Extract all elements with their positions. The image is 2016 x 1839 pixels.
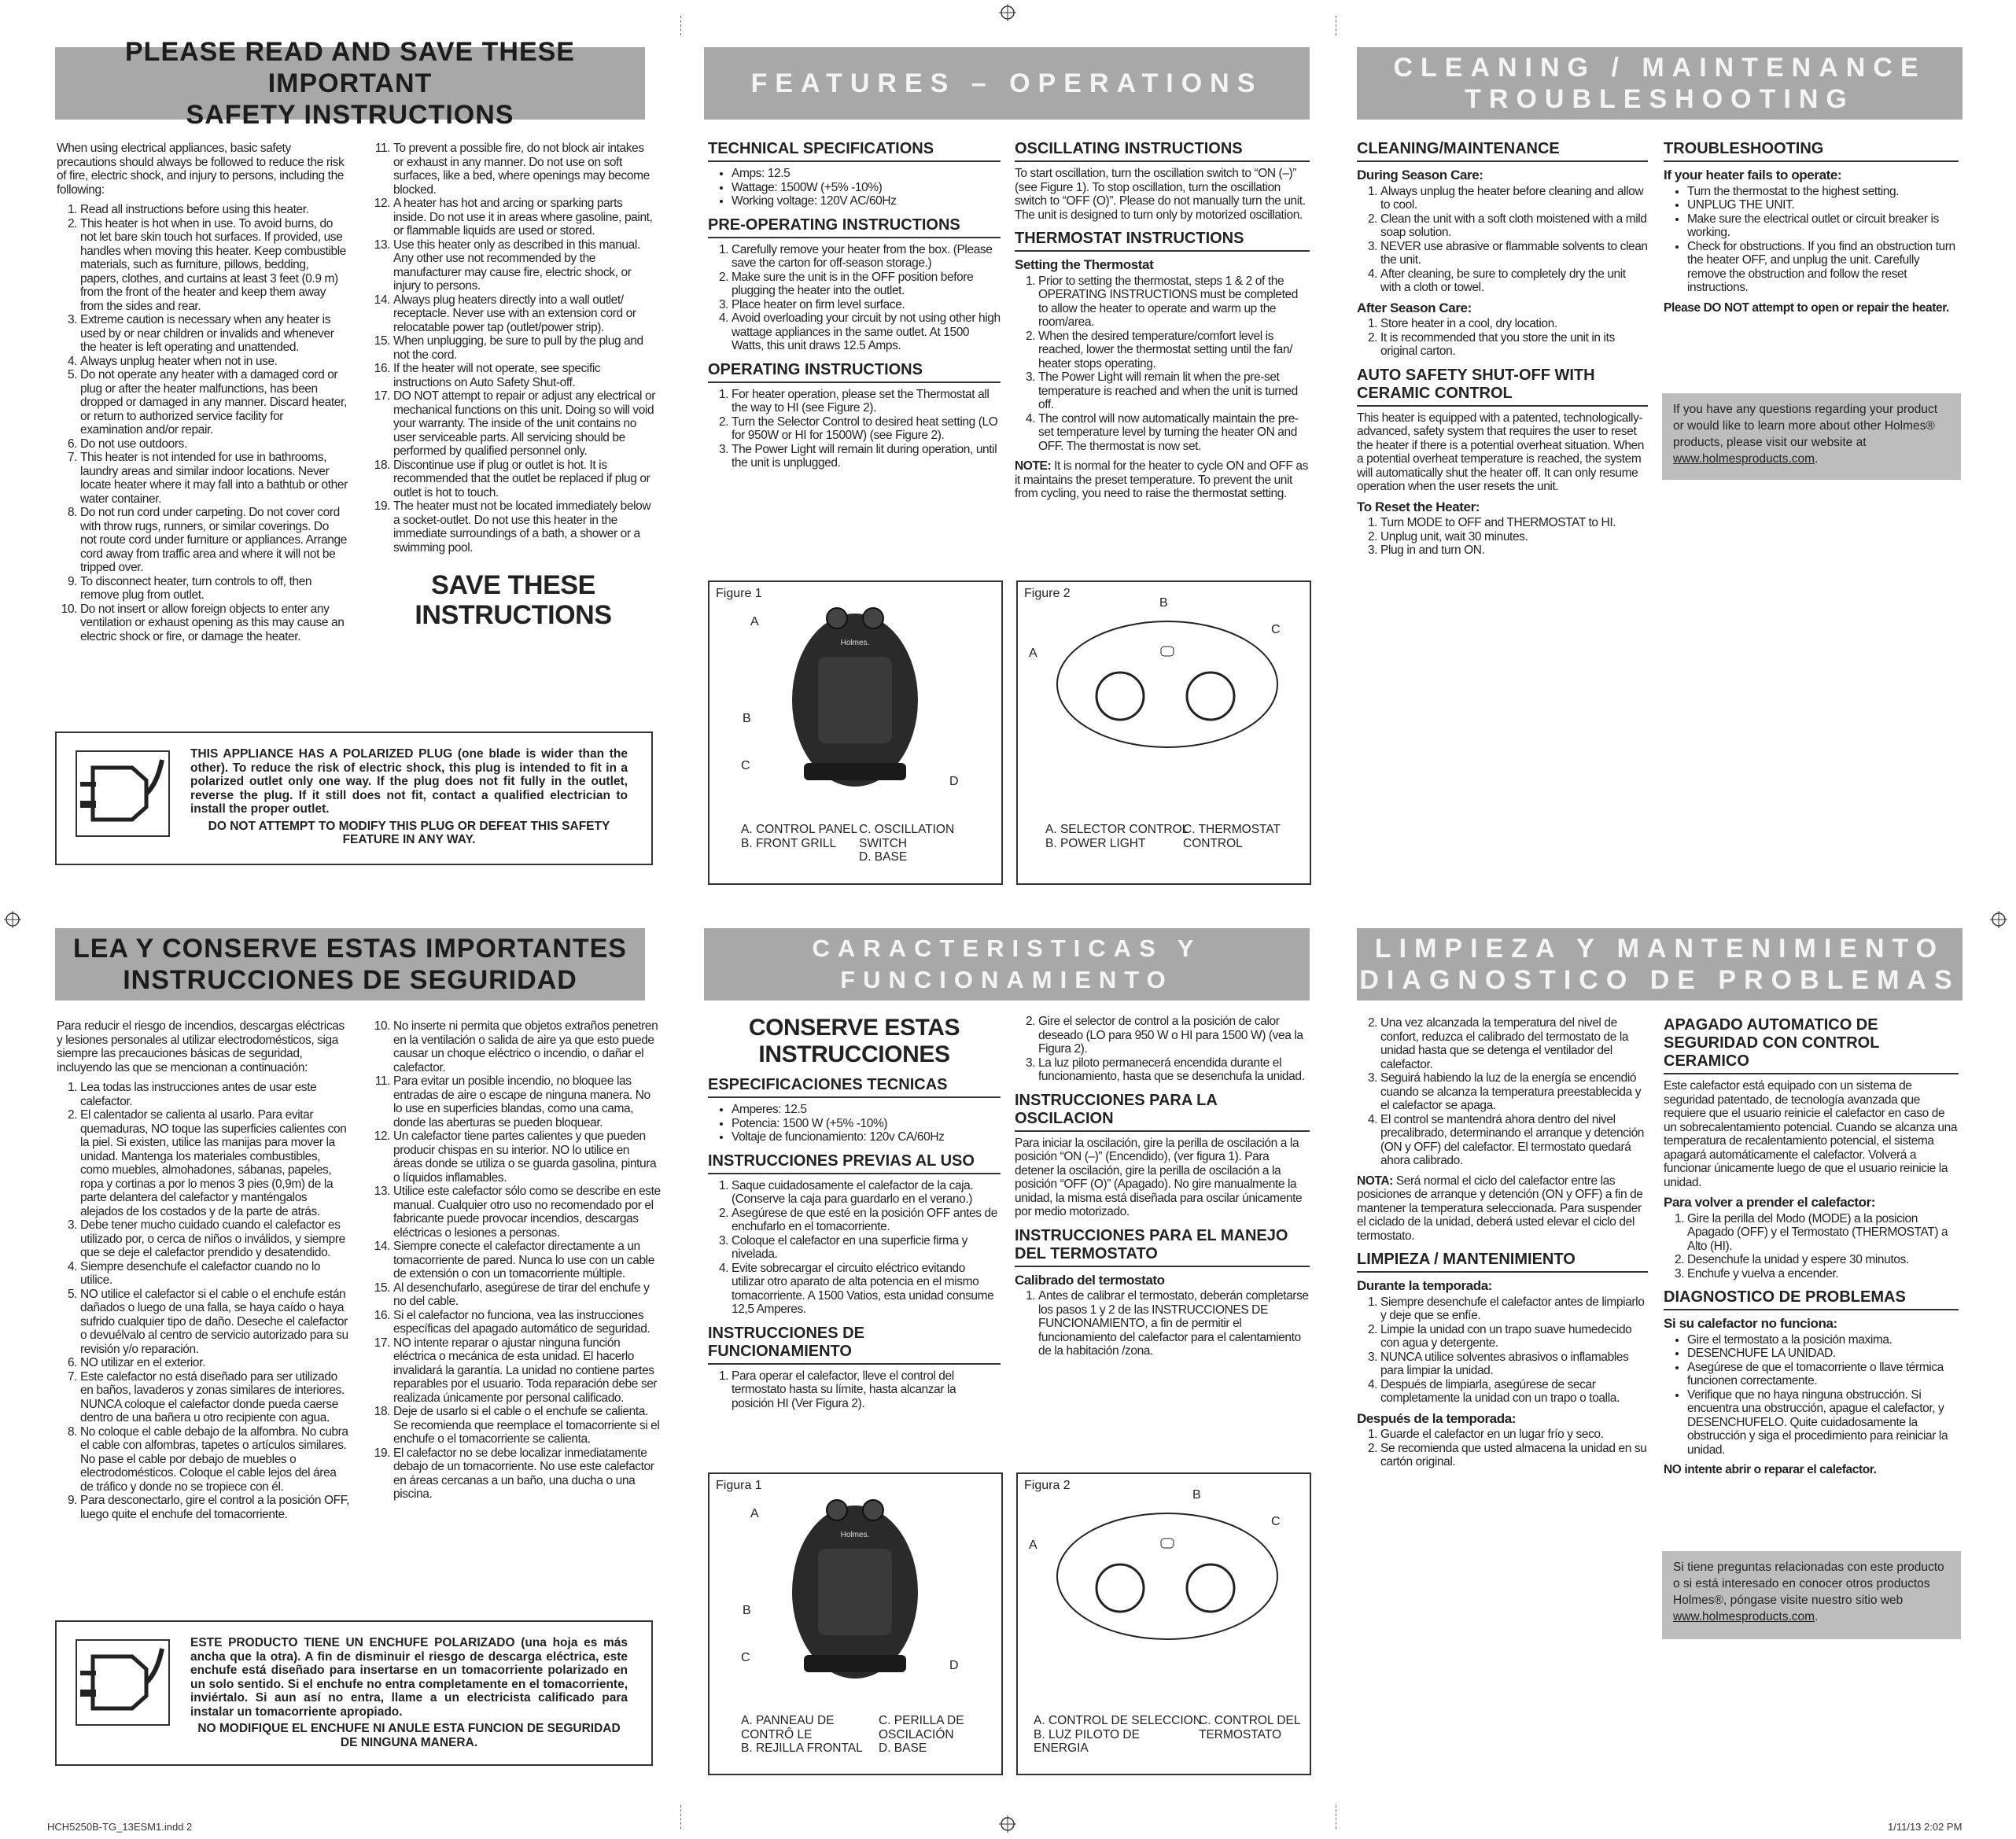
label-b: B: [1159, 596, 1168, 610]
en-pre-list: [708, 243, 1001, 353]
en-safety-intro: When using electrical appliances, basic safety precautions should always be followed to reduce the risk of fire, electric shock, and injury to persons, including the following:: [57, 142, 345, 197]
en-osc-heading: OSCILLATING INSTRUCTIONS: [1015, 140, 1310, 162]
list-item: 10. Do not insert or allow foreign objects to enter any ventilation or exhaust opening as this may cause an electric shock or fire, or damage the heater.: [80, 603, 348, 644]
en-thermo-subheading: Setting the Thermostat: [1015, 257, 1154, 272]
label-a: A: [750, 1507, 759, 1520]
footer-filename: HCH5250B-TG_13ESM1.indd 2: [47, 1821, 193, 1833]
en-figure-1: [708, 580, 1003, 885]
en-features-col-a: [708, 140, 1001, 477]
registration-mark-icon: [999, 4, 1016, 21]
es-reset-list: [1664, 1212, 1959, 1281]
en-op-heading: OPERATING INSTRUCTIONS: [708, 361, 1001, 383]
list-item: 3. The Power Light will remain lit when the pre-set temperature is reached and when the unit is turned off.: [1038, 370, 1310, 412]
en-fig2-legend-1: A. SELECTOR CONTROL B. POWER LIGHT: [1045, 823, 1189, 850]
es-pre-list: [708, 1179, 1001, 1317]
label-b: B: [743, 1604, 751, 1617]
figure-label: Figure 2: [1024, 587, 1071, 600]
en-safety-col-a: [57, 142, 348, 650]
label-c: C: [741, 1651, 750, 1664]
en-pre-heading: PRE-OPERATING INSTRUCTIONS: [708, 216, 1001, 238]
list-item: 1. Lea todas las instrucciones antes de usar este calefactor.: [80, 1081, 352, 1108]
list-item: 16. Si el calefactor no funciona, vea las instrucciones específicas del apagado automático de seguridad.: [393, 1309, 661, 1336]
list-item: • Working voltage: 120V AC/60Hz: [732, 194, 1001, 208]
label-c: C: [741, 759, 750, 772]
label-d: D: [949, 775, 959, 788]
list-item: 7. This heater is not intended for use in bathrooms, laundry areas and similar indoor locations. Never locate heater where it may fall into a bathtub or other water container.: [80, 451, 348, 506]
en-features-title: FEATURES – OPERATIONS: [704, 47, 1310, 120]
list-item: 4. Después de limpiarla, asegúrese de secar completamente la unidad con un trapo o toalla.: [1380, 1378, 1648, 1406]
en-fig1-legend-1: A. CONTROL PANEL B. FRONT GRILL: [741, 823, 858, 850]
label-b: B: [743, 712, 751, 725]
list-item: 16. If the heater will not operate, see specific instructions on Auto Safety Shut-off.: [393, 362, 657, 389]
list-item: 3. Debe tener mucho cuidado cuando el calefactor es utilizado por, o cerca de niños o inválidos, y siempre que se deje el calefactor prendido y desatendido.: [80, 1218, 352, 1260]
list-item: 3. Plug in and turn ON.: [1380, 544, 1648, 558]
control-panel-illustration: [1049, 1505, 1285, 1655]
list-item: 6. Do not use outdoors.: [80, 437, 348, 451]
label-a: A: [1029, 1539, 1037, 1552]
list-item: 2. It is recommended that you store the unit in its original carton.: [1380, 331, 1648, 359]
list-item: 12. Un calefactor tiene partes calientes y que pueden producir chispas en su interior. NO lo utilice en áreas donde se utiliza o se guarda gasolina, pintura o líquidos inflamables.: [393, 1130, 661, 1185]
es-safety-col-b: [370, 1019, 661, 1508]
list-item: 7. Este calefactor no está diseñado para ser utilizado en baños, lavaderos y zonas similares de interiores. NUNCA coloque el calefactor donde pueda caerse dentro de una bañera u otro recipiente con agua.: [80, 1370, 352, 1425]
label-a: A: [1029, 647, 1037, 660]
website-link[interactable]: www.holmesproducts.com: [1673, 1610, 1815, 1623]
es-fig1-legend-1: A. PANNEAU DE CONTRÔ LE B. REJILLA FRONTAL: [741, 1714, 863, 1755]
es-cleaning-col-b: APAGADO AUTOMATICO DE SEGURIDAD CON CONTROL CERAMICO Este calefactor está equipado con un sistema de seguridad patentado, de tecnología avanzada que requiere que el usuario reinicie el calefactor en caso de un sobrecalentamiento potencial. Cuando se alcanza una temperatura de recalentamiento potencial, el sistema apagará automáticamente el calefactor. Volverá a funcionar únicamente luego de que el usuario reinicie la unidad. Para volver a prender el calefactor: 1. Gire la perilla del Modo (MODE) a la posicion Apagado (OFF) y el Termostato (THERMOSTAT) a Alto (HI). 2. Desenchufe la unidad y espere 30 minutos. 3. Enchufe y vuelva a encender. DIAGNOSTICO DE PROBLEMAS Si su calefactor no funciona: • Gire el termostato a la posición maxima. • DESENCHUFE LA UNIDAD. • Asegúrese de que el tomacorriente o llave térmica funcionen correctamente. • Verifique que no haya ninguna obstrucción. Si encuentra una obstrucción, apague el calefactor, y DESENCHUFELO. Quite cuidadosamente la obstrucción y siga el procedimiento para reiniciar la unidad. NO intente abrir o reparar el calefactor.: [1664, 1016, 1959, 1483]
es-fig2-legend-1: A. CONTROL DE SELECCION B. LUZ PILOTO DE ENERGIA: [1034, 1714, 1202, 1755]
plug-icon: [76, 750, 170, 837]
list-item: 3. NUNCA utilice solventes abrasivos o inflamables para limpiar la unidad.: [1380, 1351, 1648, 1378]
list-item: 4. Always unplug heater when not in use.: [80, 355, 348, 369]
list-item: • Make sure the electrical outlet or circuit breaker is working.: [1687, 212, 1959, 240]
label-c: C: [1271, 1515, 1281, 1528]
list-item: 2. Gire el selector de control a la posición de calor deseado (LO para 950 W o HI para 1500 W) (vea la Figura 2).: [1038, 1015, 1310, 1056]
list-item: 14. Siempre conecte el calefactor directamente a un tomacorriente de pared. Nunca lo use con un cable de extensión o con un tomacorriente múltiple.: [393, 1240, 661, 1281]
es-during-list: [1357, 1295, 1648, 1406]
list-item: 1. Gire la perilla del Modo (MODE) a la posicion Apagado (OFF) y el Termostato (THERMOSTAT) a Alto (HI).: [1687, 1212, 1959, 1254]
es-safety-col-a: Para reducir el riesgo de incendios, descargas eléctricas y lesiones personales al utilizar electrodomésticos, siga siempre las precauciones básicas de seguridad, incluyendo las que se mencionan a continuación: 1. Lea todas las instrucciones antes de usar este calefactor. 2. El calentador se calienta al usarlo. Para evitar quemaduras, NO toque las superficies calientes con la piel. Si existen, utilice las manijas para mover la unidad. Mantenga los materiales combustibles, como muebles, almohadones, sábanas, papeles, ropa y cortinas a por lo menos 3 pies (0,9m) de la parte delantera del calefactor y manténgalos alejados de los costados y de la parte de atrás. 3. Debe tener mucho cuidado cuando el calefactor es utilizado por, o cerca de niños o inválidos, y siempre que se deje el calefactor prendido y desatendido. 4. Siempre desenchufe el calefactor cuando no lo utilice. 5. NO utilice el calefactor si el cable o el enchufe están dañados o luego de una falla, se haya caído o haya sufrido cualquier tipo de daño. Deseche el calefactor o devuélvalo al centro de servicio autorizado para su revisión y/o reparación. 6. NO utilizar en el exterior. 7. Este calefactor no está diseñado para ser utilizado en baños, lavaderos y zonas similares de interiores. NUNCA coloque el calefactor donde pueda caerse dentro de una bañera u otro recipiente con agua. 8. No coloque el cable debajo de la alfombra. No cubra el cable con alfombras, tapetes o artículos similares. No pase el cable por debajo de muebles o electrodomésticos. Coloque el cable lejos del área de tráfico y donde no se tropiece con él. 9. Para desconectarlo, gire el control a la posición OFF, luego quite el enchufe del tomacorriente.: [57, 1019, 352, 1528]
list-item: 2. El calentador se calienta al usarlo. Para evitar quemaduras, NO toque las superficies calientes con la piel. Si existen, utilice las manijas para mover la unidad. Mantenga los materiales combustibles, como muebles, almohadones, sábanas, papeles, ropa y cortinas a por lo menos 3 pies (0,9m) de la parte delantera del calefactor y manténgalos alejados de los costados y de la parte de atrás.: [80, 1108, 352, 1218]
en-tech-list: [708, 167, 1001, 208]
es-fig2-legend-2: C. CONTROL DEL TERMOSTATO: [1199, 1714, 1301, 1741]
svg-text:Holmes.: Holmes.: [840, 1531, 870, 1539]
en-auto-heading: AUTO SAFETY SHUT-OFF WITH CERAMIC CONTROL: [1357, 367, 1648, 407]
list-item: 5. Do not operate any heater with a damaged cord or plug or after the heater malfunctions, has been dropped or damaged in any manner. Discard heater, or return to authorized service facility for examination and/or repair.: [80, 368, 348, 437]
list-item: • Voltaje de funcionamiento: 120v CA/60Hz: [732, 1130, 1001, 1144]
list-item: 6. NO utilizar en el exterior.: [80, 1356, 352, 1370]
en-fails-list: [1664, 185, 1959, 295]
en-figure-2: [1016, 580, 1311, 885]
en-thermo-list: [1015, 275, 1310, 454]
list-item: 13. Use this heater only as described in this manual. Any other use not recommended by the manufacturer may cause fire, electric shock, or injury to persons.: [393, 238, 657, 293]
es-plug-text: ESTE PRODUCTO TIENE UN ENCHUFE POLARIZADO (una hoja es más ancha que la otra). A fin de disminuir el riesgo de descarga eléctrica, este enchufe está diseñado para insertarse en un tomacorriente polarizado en un solo sentido. Si el enchufe no entra completamente en el tomacorriente, inviértalo. Si aun así no entra, llame a un electricista calificado para instalar un tomacorriente apropiado. NO MODIFIQUE EL ENCHUFE NI ANULE ESTA FUNCION DE SEGURIDAD DE NINGUNA MANERA.: [190, 1636, 628, 1749]
list-item: 1. Turn MODE to OFF and THERMOSTAT to HI.: [1380, 516, 1648, 530]
list-item: 3. Enchufe y vuelva a encender.: [1687, 1267, 1959, 1281]
es-contact-box: Si tiene preguntas relacionadas con este producto o si está interesado en conocer otros productos Holmes®, póngase visite nuestro sitio web www.holmesproducts.com.: [1662, 1551, 1961, 1639]
list-item: 18. Deje de usarlo si el cable o el enchufe se calienta. Se recomienda que reemplace el tomacorriente si el enchufe o el tomacorriente se calienta.: [393, 1405, 661, 1447]
es-features-col-b: 2. Gire el selector de control a la posición de calor deseado (LO para 950 W o HI para 1500 W) (vea la Figura 2). 3. La luz piloto permanecerá encendida durante el funcionamiento, hasta que se desenchufa la unidad. INSTRUCCIONES PARA LA OSCILACION Para iniciar la oscilación, gire la perilla de oscilación a la posición “ON (–)” (Encendido), (ver figura 1). Para detener la oscilación, gire la perilla de oscilación a la posición “OFF (O)” (Apagado). No gire manualmente la unidad, la misma está diseñada para oscilar únicamente por medio motorizado. INSTRUCCIONES PARA EL MANEJO DEL TERMOSTATO Calibrado del termostato 1. Antes de calibrar el termostato, deberán completarse los pasos 1 y 2 de las INSTRUCCIONES DE FUNCIONAMIENTO, a fin de permitir el funcionamiento del calefactor para el calentamiento de la habitación /zona.: [1015, 1015, 1310, 1365]
en-tech-heading: TECHNICAL SPECIFICATIONS: [708, 140, 1001, 162]
list-item: • Asegúrese de que el tomacorriente o llave térmica funcionen correctamente.: [1687, 1361, 1959, 1388]
list-item: 2. Clean the unit with a soft cloth moistened with a mild soap solution.: [1380, 212, 1648, 240]
list-item: 2. This heater is hot when in use. To avoid burns, do not let bare skin touch hot surfaces. If provided, use handles when moving this heater. Keep combustible materials, such as furniture, pillows, bedding, papers, clothes, and curtains at least 3 feet (0.9 m) from the front of the heater and keep them away from the sides and rear.: [80, 217, 348, 314]
list-item: 4. Evite sobrecargar el circuito eléctrico evitando utilizar otro aparato de alta potencia en el mismo tomacorriente. A 1500 Vatios, esta unidad consume 12,5 Amperes.: [732, 1262, 1001, 1317]
es-safety-panel: [55, 928, 645, 1001]
list-item: 15. Al desenchufarlo, asegúrese de tirar del enchufe y no del cable.: [393, 1281, 661, 1309]
es-tech-list: [708, 1103, 1001, 1144]
list-item: • Verifique que no haya ninguna obstrucción. Si encuentra una obstrucción, apague el calefactor, y DESENCHUFELO. Quite cuidadosamente la obstrucción y siga el procedimiento para reiniciar la unidad.: [1687, 1388, 1959, 1458]
svg-text:Holmes.: Holmes.: [840, 639, 870, 647]
list-item: 1. Prior to setting the thermostat, steps 1 & 2 of the OPERATING INSTRUCTIONS must be completed to allow the heater to operate and warm up the room/area.: [1038, 275, 1310, 330]
list-item: 4. After cleaning, be sure to completely dry the unit with a cloth or towel.: [1380, 267, 1648, 295]
list-item: 19. The heater must not be located immediately below a socket-outlet. Do not use this heater in the immediate surroundings of a bath, a shower or a swimming pool.: [393, 499, 657, 555]
list-item: 13. Utilice este calefactor sólo como se describe en este manual. Cualquier otro uso no recomendado por el fabricante puede provocar incendios, descargas eléctricas o lesiones a personas.: [393, 1185, 661, 1240]
list-item: • DESENCHUFE LA UNIDAD.: [1687, 1347, 1959, 1361]
en-safety-title: PLEASE READ AND SAVE THESE IMPORTANT SAFETY INSTRUCTIONS: [55, 47, 645, 120]
list-item: 15. When unplugging, be sure to pull by the plug and not the cord.: [393, 334, 657, 362]
registration-mark-icon: [999, 1815, 1016, 1833]
list-item: 1. Read all instructions before using this heater.: [80, 203, 348, 217]
list-item: 17. DO NOT attempt to repair or adjust any electrical or mechanical functions on this unit. Doing so will void your warranty. The inside of the unit contains no user serviceable parts. All servicing should be performed by qualified personnel only.: [393, 389, 657, 459]
list-item: • Gire el termostato a la posición maxima.: [1687, 1333, 1959, 1347]
es-features-col-a: CONSERVE ESTAS INSTRUCCIONES ESPECIFICACIONES TECNICAS • Amperes: 12.5 • Potencia: 1500 W (+5% -10%) • Voltaje de funcionamiento: 120v CA/60Hz INSTRUCCIONES PREVIAS AL USO 1. Saque cuidadosamente el calefactor de la caja. (Conserve la caja para guardarlo en el verano.) 2. Asegúrese de que esté en la posición OFF antes de enchufarlo en el tomacorriente. 3. Coloque el calefactor en una superficie firma y nivelada. 4. Evite sobrecargar el circuito eléctrico evitando utilizar otro aparato de alta potencia en el mismo tomacorriente. A 1500 Vatios, esta unidad consume 12,5 Amperes. INSTRUCCIONES DE FUNCIONAMIENTO 1. Para operar el calefactor, lleve el control del termostato hasta su límite, hasta alcanzar la posición HI (Ver Figura 2).: [708, 1015, 1001, 1417]
en-fig1-legend-2: C. OSCILLATION SWITCH D. BASE: [859, 823, 955, 864]
list-item: 2. Desenchufe la unidad y espere 30 minutos.: [1687, 1253, 1959, 1267]
es-cleaning-title: LIMPIEZA Y MANTENIMIENTO DIAGNOSTICO DE PROBLEMAS: [1357, 928, 1963, 1001]
en-features-col-b: [1015, 140, 1310, 507]
list-item: • Amperes: 12.5: [732, 1103, 1001, 1117]
list-item: 1. Siempre desenchufe el calefactor antes de limpiarlo y deje que se enfíe.: [1380, 1295, 1648, 1323]
list-item: 1. Carefully remove your heater from the box. (Please save the carton for off-season storage.): [732, 243, 1001, 271]
list-item: 19. El calefactor no se debe localizar inmediatamente debajo de un tomacorriente. No use este calefactor en áreas cercanas a un baño, una ducha o una piscina.: [393, 1447, 661, 1502]
en-osc-text: To start oscillation, turn the oscillation switch to “ON (–)” (see Figure 1). To stop oscillation, turn the oscillation switch to “OFF (O)”. Please do not manually turn the unit. The unit is designed to turn only by motorized oscillation.: [1015, 167, 1306, 222]
crop-mark: [680, 16, 681, 35]
list-item: 2. Unplug unit, wait 30 minutes.: [1380, 530, 1648, 544]
list-item: 12. A heater has hot and arcing or sparking parts inside. Do not use it in areas where gasoline, paint, or flammable liquids are used or stored.: [393, 197, 657, 238]
list-item: 4. Avoid overloading your circuit by not using other high wattage appliances in the same outlet. At 1500 Watts, this unit draws 12.5 Amps.: [732, 311, 1001, 353]
list-item: • Amps: 12.5: [732, 167, 1001, 181]
es-figure-1: Figura 1 Holmes. A B C D A. PANNEAU DE CONTRÔ LE B. REJILLA FRONTAL C. PERILLA DE OSCILACIÓN D. BASE: [708, 1472, 1003, 1775]
crop-mark: [680, 1805, 681, 1829]
list-item: 2. When the desired temperature/comfort level is reached, lower the thermostat setting until the fan/ heater stops operating.: [1038, 330, 1310, 371]
list-item: 2. Una vez alcanzada la temperatura del nivel de confort, reduzca el calibrado del termostato de la unidad hasta que se detenga el ventilador del calefactor.: [1380, 1016, 1648, 1071]
en-cleaning-col-a: CLEANING/MAINTENANCE During Season Care: 1. Always unplug the heater before cleaning and allow to cool. 2. Clean the unit with a soft cloth moistened with a mild soap solution. 3. NEVER use abrasive or flammable solvents to clean the unit. 4. After cleaning, be sure to completely dry the unit with a cloth or towel. After Season Care: 1. Store heater in a cool, dry location. 2. It is recommended that you store the unit in its original carton. AUTO SAFETY SHUT-OFF WITH CERAMIC CONTROL This heater is equipped with a patented, technologically-advanced, safety system that requires the user to reset the heater if there is a potential overheat situation. When a potential overheat temperature is reached, the system will automatically shut the heater off. It can only resume operation when the user resets the unit. To Reset the Heater: 1. Turn MODE to OFF and THERMOSTAT to HI. 2. Unplug unit, wait 30 minutes. 3. Plug in and turn ON.: [1357, 140, 1648, 564]
registration-mark-icon: [4, 911, 21, 928]
en-plug-text: THIS APPLIANCE HAS A POLARIZED PLUG (one blade is wider than the other). To reduce the risk of electric shock, this plug is intended to fit in a polarized outlet only one way. If the plug does not fit fully in the outlet, reverse the plug. If it still does not fit, contact a qualified electrician to install the proper outlet. DO NOT ATTEMPT TO MODIFY THIS PLUG OR DEFEAT THIS SAFETY FEATURE IN ANY WAY.: [190, 747, 628, 846]
en-thermo-note: NOTE: It is normal for the heater to cycle ON and OFF as it maintains the preset temperature. To prevent the unit from cycling, you need to raise the thermostat setting.: [1015, 459, 1308, 500]
en-reset-list: [1357, 516, 1648, 558]
es-op-list: [708, 1369, 1001, 1411]
heater-illustration: [788, 598, 922, 787]
list-item: • Wattage: 1500W (+5% -10%): [732, 181, 1001, 195]
es-safety-title: LEA Y CONSERVE ESTAS IMPORTANTES INSTRUCCIONES DE SEGURIDAD: [55, 928, 645, 1001]
list-item: 2. Turn the Selector Control to desired heat setting (LO for 950W or HI for 1500W) (see Figure 2).: [732, 415, 1001, 443]
en-cm-heading: CLEANING/MAINTENANCE: [1357, 140, 1648, 162]
es-safety-list-a: [57, 1081, 352, 1521]
list-item: 17. NO intente reparar o ajustar ninguna función eléctrica o mecánica de esta unidad. El hacerlo invalidará la garantía. La unidad no contiene partes reparables por el usuario. Toda reparación debe ser realizada únicamente por personal calificado.: [393, 1336, 661, 1406]
list-item: 3. Coloque el calefactor en una superficie firma y nivelada.: [732, 1234, 1001, 1262]
list-item: 5. NO utilice el calefactor si el cable o el enchufe están dañados o luego de una falla, se haya caído o haya sufrido cualquier tipo de daño. Deseche el calefactor o devuélvalo al centro de servicio autorizado para su revisión y/o reparación.: [80, 1288, 352, 1357]
list-item: 2. Limpie la unidad con un trapo suave humedecido con agua y detergente.: [1380, 1323, 1648, 1351]
es-after-list: [1357, 1428, 1648, 1469]
list-item: 2. Se recomienda que usted almacena la unidad en su cartón original.: [1380, 1442, 1648, 1469]
label-d: D: [949, 1659, 959, 1672]
es-thermo-cont-list: [1357, 1016, 1648, 1168]
en-during-list: [1357, 185, 1648, 295]
label-c: C: [1271, 623, 1281, 636]
en-safety-list-a: [57, 203, 348, 643]
list-item: 3. The Power Light will remain lit during operation, until the unit is unplugged.: [732, 443, 1001, 470]
list-item: • Check for obstructions. If you find an obstruction turn the heater OFF, and unplug the unit. Carefully remove the obstruction and follow the reset instructions.: [1687, 240, 1959, 295]
label-a: A: [750, 615, 759, 628]
list-item: 2. Make sure the unit is in the OFF position before plugging the heater into the outlet.: [732, 271, 1001, 298]
footer-date: 1/11/13 2:02 PM: [1888, 1821, 1963, 1833]
en-op-list: [708, 388, 1001, 470]
list-item: 1. For heater operation, please set the Thermostat all the way to HI (see Figure 2).: [732, 388, 1001, 415]
en-auto-text: This heater is equipped with a patented, technologically-advanced, safety system that requires the user to reset the heater if there is a potential overheat situation. When a potential overheat temperature is reached, the system will automatically shut the heater off. It can only resume operation when the user resets the unit.: [1357, 411, 1644, 493]
list-item: 10. No inserte ni permita que objetos extraños penetren en la ventilación o salida de aire ya que esto puede causar un choque eléctrico o incendio, o dañar el calefactor.: [393, 1019, 661, 1074]
es-fig1-legend-2: C. PERILLA DE OSCILACIÓN D. BASE: [879, 1714, 964, 1755]
es-figure-2: Figura 2 B A C A. CONTROL DE SELECCION B. LUZ PILOTO DE ENERGIA C. CONTROL DEL TERMOSTATO: [1016, 1472, 1311, 1775]
website-link[interactable]: www.holmesproducts.com: [1673, 452, 1815, 466]
list-item: 1. Para operar el calefactor, lleve el control del termostato hasta su límite, hasta alcanzar la posición HI (Ver Figura 2).: [732, 1369, 1001, 1411]
list-item: 18. Discontinue use if plug or outlet is hot. It is recommended that the outlet be replaced if plug or outlet is hot to touch.: [393, 459, 657, 500]
list-item: 4. Siempre desenchufe el calefactor cuando no lo utilice.: [80, 1260, 352, 1288]
list-item: 9. Para desconectarlo, gire el control a la posición OFF, luego quite el enchufe del tomacorriente.: [80, 1494, 352, 1521]
es-save-instructions: CONSERVE ESTAS INSTRUCCIONES: [748, 1015, 960, 1067]
list-item: 2. Asegúrese de que esté en la posición OFF antes de enchufarlo en el tomacorriente.: [732, 1207, 1001, 1234]
label-b: B: [1192, 1488, 1201, 1502]
en-safety-list-b: [370, 142, 657, 555]
list-item: • Potencia: 1500 W (+5% -10%): [732, 1117, 1001, 1131]
list-item: 3. Seguirá habiendo la luz de la energía se encendió cuando se alcanza la temperatura preestablecida y el calefactor se apaga.: [1380, 1071, 1648, 1113]
es-features-title: CARACTERISTICAS Y FUNCIONAMIENTO: [704, 928, 1310, 1001]
list-item: 8. Do not run cord under carpeting. Do not cover cord with throw rugs, runners, or similar coverings. Do not route cord under furniture or appliances. Arrange cord away from traffic area and where it will not be tripped over.: [80, 506, 348, 575]
list-item: 3. Place heater on firm level surface.: [732, 298, 1001, 312]
en-cleaning-col-b: TROUBLESHOOTING If your heater fails to operate: • Turn the thermostat to the highest setting. • UNPLUG THE UNIT. • Make sure the electrical outlet or circuit breaker is working. • Check for obstructions. If you find an obstruction turn the heater OFF, and unplug the unit. Carefully remove the obstruction and follow the reset instructions. Please DO NOT attempt to open or repair the heater.: [1664, 140, 1959, 321]
es-op-list-cont: [1015, 1015, 1310, 1084]
en-contact-box: If you have any questions regarding your product or would like to learn more about other Holmes® products, please visit our website at www.holmesproducts.com.: [1662, 393, 1961, 480]
es-fails-list: [1664, 1333, 1959, 1458]
list-item: 3. NEVER use abrasive or flammable solvents to clean the unit.: [1380, 240, 1648, 267]
en-safety-col-b: [370, 142, 657, 630]
list-item: 4. The control will now automatically maintain the pre-set temperature level by turning the heater ON and OFF. The thermostat is now set.: [1038, 412, 1310, 454]
en-noopen: Please DO NOT attempt to open or repair the heater.: [1664, 300, 1949, 315]
en-save-instructions: SAVE THESE INSTRUCTIONS: [415, 570, 612, 630]
list-item: 3. Extreme caution is necessary when any heater is used by or near children or invalids and whenever the heater is left operating and unattended.: [80, 313, 348, 355]
control-panel-illustration: [1049, 614, 1285, 763]
en-cleaning-title: CLEANING / MAINTENANCE TROUBLESHOOTING: [1357, 47, 1963, 120]
en-trouble-heading: TROUBLESHOOTING: [1664, 140, 1959, 162]
list-item: 1. Guarde el calefactor en un lugar frío y seco.: [1380, 1428, 1648, 1442]
plug-icon: [76, 1639, 170, 1726]
list-item: • Turn the thermostat to the highest setting.: [1687, 185, 1959, 199]
list-item: 3. La luz piloto permanecerá encendida durante el funcionamiento, hasta que se desenchufa la unidad.: [1038, 1056, 1310, 1084]
list-item: 1. Store heater in a cool, dry location.: [1380, 317, 1648, 331]
list-item: 1. Always unplug the heater before cleaning and allow to cool.: [1380, 185, 1648, 212]
es-safety-list-b: [370, 1019, 661, 1502]
list-item: 8. No coloque el cable debajo de la alfombra. No cubra el cable con alfombras, tapetes o artículos similares. No pase el cable por debajo de muebles o electrodomésticos. Coloque el cable lejos del área de tráfico y donde no se tropiece con él.: [80, 1425, 352, 1494]
en-fig2-legend-2: C. THERMOSTAT CONTROL: [1183, 823, 1281, 850]
list-item: 9. To disconnect heater, turn controls to off, then remove plug from outlet.: [80, 575, 348, 603]
heater-illustration: [788, 1490, 922, 1679]
registration-mark-icon: [1990, 911, 2007, 928]
list-item: 4. El control se mantendrá ahora dentro del nivel precalibrado, determinando el arranque y detención (ON y OFF) del calefactor. El termostato quedará ahora calibrado.: [1380, 1113, 1648, 1168]
es-cleaning-col-a: 2. Una vez alcanzada la temperatura del nivel de confort, reduzca el calibrado del termostato de la unidad hasta que se detenga el ventilador del calefactor. 3. Seguirá habiendo la luz de la energía se encendió cuando se alcanza la temperatura preestablecida y el calefactor se apaga. 4. El control se mantendrá ahora dentro del nivel precalibrado, determinando el arranque y detención (ON y OFF) del calefactor. El termostato quedará ahora calibrado. NOTA: Será normal el ciclo del calefactor entre las posiciones de arranque y detención (ON y OFF) a fin de mantener la temperatura seleccionada. Para suspender el ciclado de la unidad, deberá usted elevar el ciclo del termostato. LIMPIEZA / MANTENIMIENTO Durante la temporada: 1. Siempre desenchufe el calefactor antes de limpiarlo y deje que se enfíe. 2. Limpie la unidad con un trapo suave humedecido con agua y detergente. 3. NUNCA utilice solventes abrasivos o inflamables para limpiar la unidad. 4. Después de limpiarla, asegúrese de secar completamente la unidad con un trapo o toalla. Después de la temporada: 1. Guarde el calefactor en un lugar frío y seco. 2. Se recomienda que usted almacena la unidad en su cartón original.: [1357, 1016, 1648, 1476]
es-polarized-plug-box: [55, 1620, 653, 1766]
en-polarized-plug-box: [55, 732, 653, 865]
list-item: 11. To prevent a possible fire, do not block air intakes or exhaust in any manner. Do not use on soft surfaces, like a bed, where openings may become blocked.: [393, 142, 657, 197]
list-item: 1. Saque cuidadosamente el calefactor de la caja. (Conserve la caja para guardarlo en el verano.): [732, 1179, 1001, 1207]
figure-label: Figure 1: [716, 587, 762, 600]
en-after-list: [1357, 317, 1648, 359]
list-item: 14. Always plug heaters directly into a wall outlet/ receptacle. Never use with an extension cord or relocatable power tap (outlet/power strip).: [393, 293, 657, 335]
list-item: 11. Para evitar un posible incendio, no bloquee las entradas de aire o escape de ninguna manera. No lo use en superficies blandas, como una cama, donde las aberturas se pueden bloquear.: [393, 1074, 661, 1130]
en-thermo-heading: THERMOSTAT INSTRUCTIONS: [1015, 230, 1310, 252]
list-item: • UNPLUG THE UNIT.: [1687, 198, 1959, 212]
